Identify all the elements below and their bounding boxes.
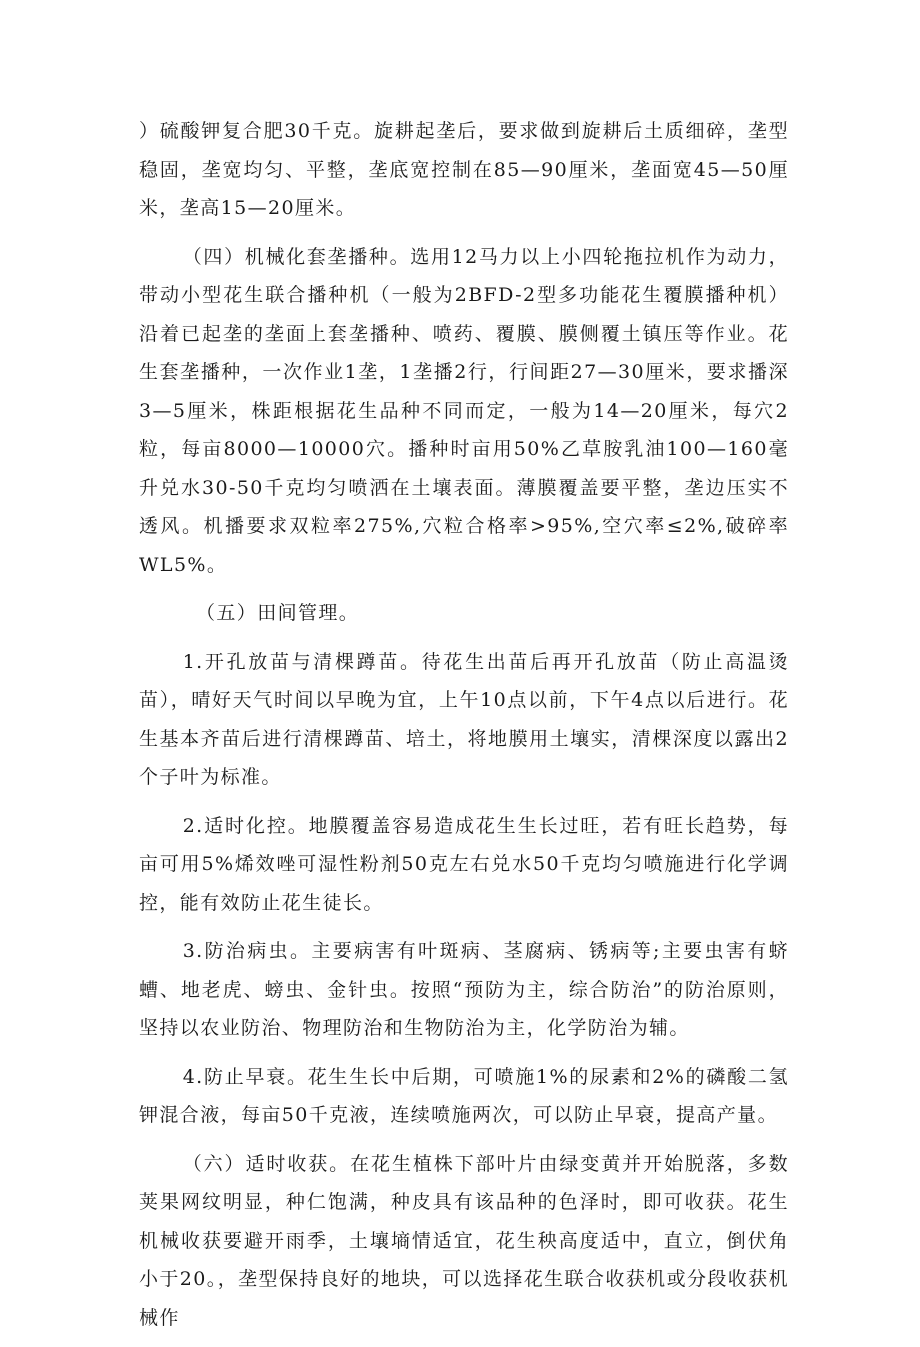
- paragraph-section-4-sowing: （四）机械化套垄播种。选用12马力以上小四轮拖拉机作为动力，带动小型花生联合播种机（一般为2BFD-2型多功能花生覆膜播种机）沿着已起垄的垄面上套垄播种、喷药、覆膜、膜侧覆土镇压等作业。花生套垄播种，一次作业1垄，1垄播2行，行间距27—30厘米，要求播深3—5厘米，株距根据花生品种不同而定，一般为14—20厘米，每穴2粒，每亩8000—10000穴。播种时亩用50%乙草胺乳油100—160毫升兑水30-50千克均匀喷洒在土壤表面。薄膜覆盖要平整，垄边压实不透风。机播要求双粒率275%,穴粒合格率>95%,空穴率≤2%,破碎率WL5%。: [139, 245, 789, 576]
- paragraph-item-1-seedlings: 1.开孔放苗与清棵蹲苗。待花生出苗后再开孔放苗（防止高温烫苗），晴好天气时间以早晚为宜，上午10点以前，下午4点以后进行。花生基本齐苗后进行清棵蹲苗、培土，将地膜用土壤实，清棵深度以露出2个子叶为标准。: [139, 650, 789, 788]
- paragraph-section-5-heading: （五）田间管理。: [196, 602, 360, 624]
- document-body: [139, 112, 789, 1347]
- paragraph-fertilizer-ridging: ）硫酸钾复合肥30千克。旋耕起垄后，要求做到旋耕后土质细碎，垄型稳固，垄宽均匀、平整，垄底宽控制在85—90厘米，垄面宽45—50厘米，垄高15—20厘米。: [139, 120, 789, 219]
- paragraph-item-2-growth-control: 2.适时化控。地膜覆盖容易造成花生生长过旺，若有旺长趋势，每亩可用5%烯效唑可湿性粉剂50克左右兑水50千克均匀喷施进行化学调控，能有效防止花生徒长。: [139, 814, 789, 914]
- paragraph-item-4-prevent-senescence: 4.防止早衰。花生生长中后期，可喷施1%的尿素和2%的磷酸二氢钾混合液，每亩50千克液，连续喷施两次，可以防止早衰，提高产量。: [139, 1065, 789, 1126]
- paragraph-section-6-harvest: （六）适时收获。在花生植株下部叶片由绿变黄并开始脱落，多数荚果网纹明显，种仁饱满，种皮具有该品种的色泽时，即可收获。花生机械收获要避开雨季，土壤墒情适宜，花生秧高度适中，直立，倒伏角小于20。，垄型保持良好的地块，可以选择花生联合收获机或分段收获机械作: [139, 1152, 789, 1329]
- paragraph-item-3-pest-control: 3.防治病虫。主要病害有叶斑病、茎腐病、锈病等;主要虫害有蛴螬、地老虎、螃虫、金针虫。按照“预防为主，综合防治”的防治原则，坚持以农业防治、物理防治和生物防治为主，化学防治为辅。: [139, 940, 789, 1039]
